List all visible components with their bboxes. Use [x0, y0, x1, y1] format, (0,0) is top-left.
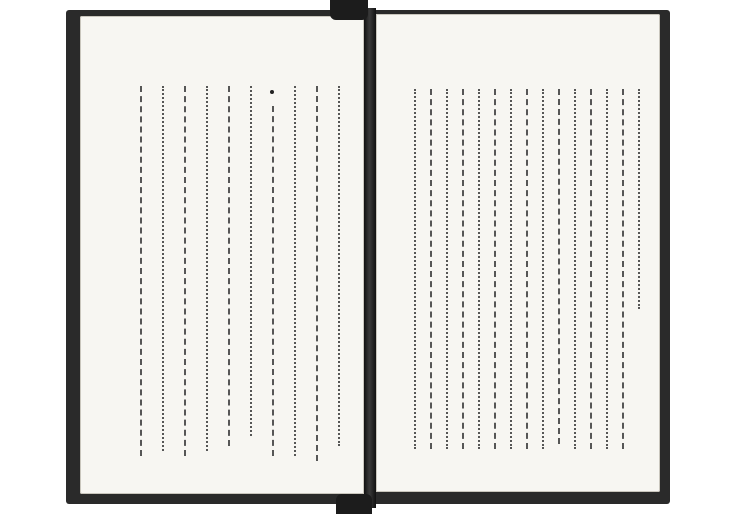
bookmark-ribbon-bottom	[336, 494, 372, 514]
handwritten-line	[606, 89, 616, 449]
handwritten-line	[250, 86, 260, 436]
handwritten-line	[272, 106, 282, 456]
handwritten-line	[542, 89, 552, 449]
book-spine	[364, 8, 376, 508]
handwritten-line	[622, 89, 632, 449]
handwritten-line	[140, 86, 150, 456]
right-page	[376, 14, 660, 492]
handwritten-line	[338, 86, 348, 446]
handwritten-line	[558, 89, 568, 444]
handwritten-line	[184, 86, 194, 456]
handwritten-line	[510, 89, 520, 449]
handwritten-line	[206, 86, 216, 451]
handwritten-line	[316, 86, 326, 461]
handwritten-line	[462, 89, 472, 449]
handwritten-line	[446, 89, 456, 449]
ink-dot	[270, 90, 274, 94]
handwritten-line	[294, 86, 304, 456]
handwritten-line	[638, 89, 648, 309]
handwritten-line	[478, 89, 488, 449]
handwritten-line	[494, 89, 504, 449]
handwritten-line	[430, 89, 440, 449]
bookmark-ribbon-top	[330, 0, 368, 20]
handwritten-line	[574, 89, 584, 449]
handwritten-line	[162, 86, 172, 451]
handwritten-line	[590, 89, 600, 449]
handwritten-line	[414, 89, 424, 449]
handwritten-line	[526, 89, 536, 449]
handwritten-line	[228, 86, 238, 446]
left-page	[80, 16, 364, 494]
